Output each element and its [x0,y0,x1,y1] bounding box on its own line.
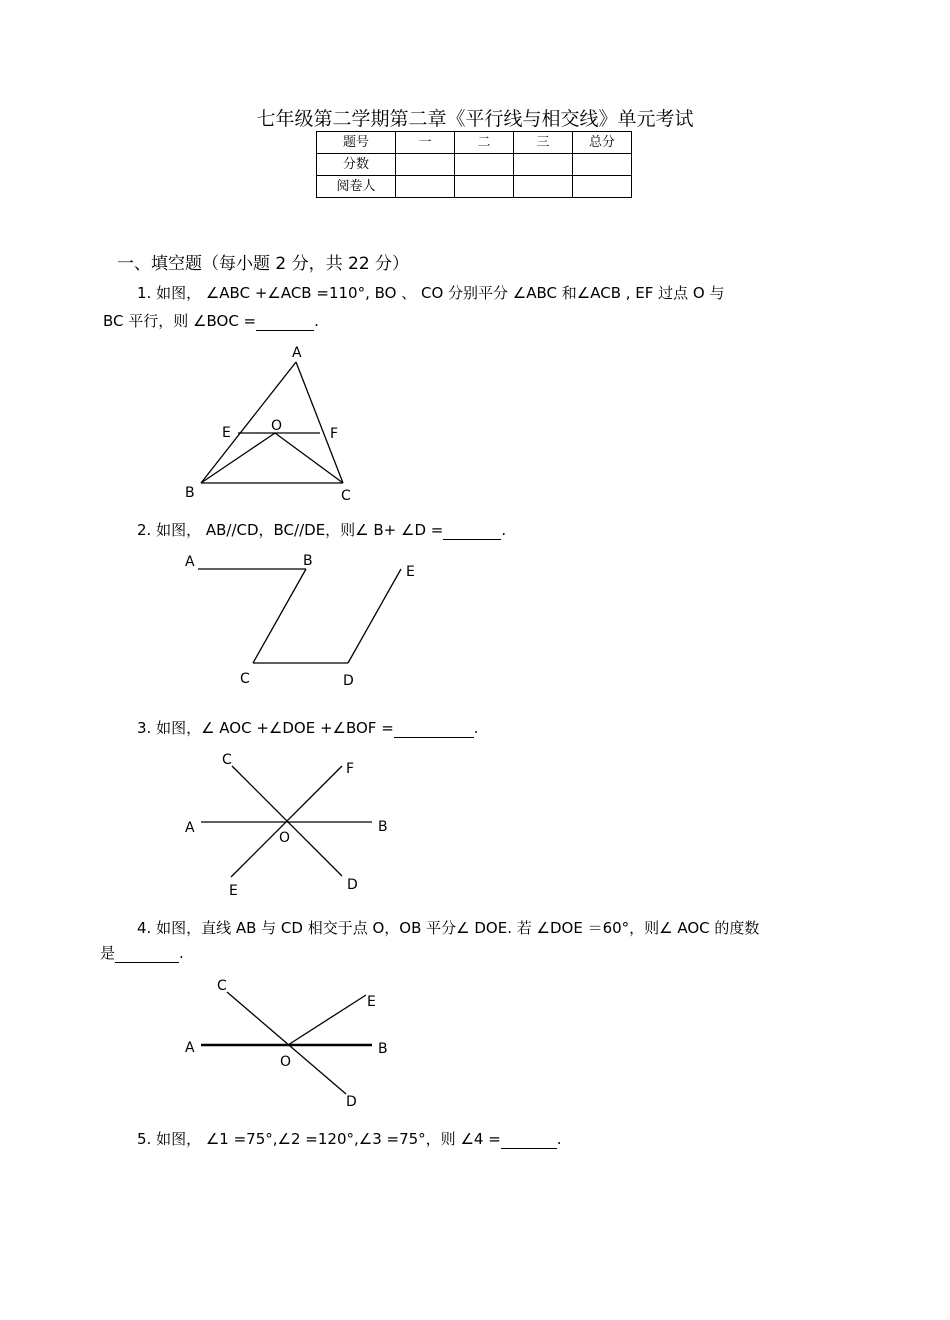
figure-4-intersecting-lines [201,992,372,1094]
point-label: F [346,761,355,777]
ray-OE [288,995,366,1045]
point-label: E [229,883,238,899]
table-cell: 分数 [317,154,396,176]
question-text: 是 [100,944,116,962]
figure-2-parallels [198,569,401,663]
question-tail: . [556,1130,562,1148]
point-label: D [343,673,354,689]
segment-DE [348,569,401,663]
table-cell: 阅卷人 [317,176,396,198]
question-text: 5. 如图， ∠1 =75°,∠2 =120°,∠3 =75°，则 ∠4 = [137,1130,501,1148]
question-text: BC 平行，则 ∠BOC = [103,312,257,330]
question-tail: . [473,719,479,737]
point-label: E [222,425,231,441]
point-label: D [347,877,358,893]
point-label: C [217,978,227,994]
section-heading: 一、填空题（每小题 2 分，共 22 分） [117,254,410,274]
table-cell: 一 [396,132,455,154]
question-tail: . [314,312,319,330]
point-label: A [185,820,195,836]
point-label: B [185,485,195,501]
point-label: E [406,564,415,580]
point-label: C [341,488,351,504]
page-title: 七年级第二学期第二章《平行线与相交线》单元考试 [256,108,694,130]
line-CD [227,992,346,1094]
question-1-line-1: 1. 如图， ∠ABC +∠ACB =110°, BO 、 CO 分别平分 ∠ABC 和∠ACB , EF 过点 O 与 [137,284,725,302]
table-cell: 题号 [317,132,396,154]
segment-AC [296,362,343,483]
point-label: B [303,553,313,569]
question-4-line-1: 4. 如图，直线 AB 与 CD 相交于点 O，OB 平分∠ DOE. 若 ∠DOE ＝60°，则∠ AOC 的度数 [137,919,760,937]
figure-3-intersecting-lines [201,766,372,877]
question-text: 2. 如图， AB//CD，BC//DE，则∠ B+ ∠D = [137,521,444,539]
point-label: A [185,554,195,570]
question-text: 3. 如图，∠ AOC +∠DOE +∠BOF = [137,719,394,737]
point-label: O [279,830,291,846]
point-label: E [367,994,376,1010]
segment-BC [253,569,306,663]
point-label: C [240,671,250,687]
table-cell: 二 [455,132,514,154]
table-cell: 三 [514,132,573,154]
question-tail: . [501,521,507,539]
segment-BO [201,433,275,483]
point-label: F [330,426,339,442]
point-label: A [292,345,302,361]
question-tail: . [179,944,184,962]
point-label: B [378,1041,388,1057]
point-label: C [222,752,232,768]
point-label: A [185,1040,195,1056]
point-label: O [271,418,283,434]
point-label: O [280,1054,292,1070]
point-label: D [346,1094,357,1110]
point-label: B [378,819,388,835]
table-cell: 总分 [573,132,632,154]
